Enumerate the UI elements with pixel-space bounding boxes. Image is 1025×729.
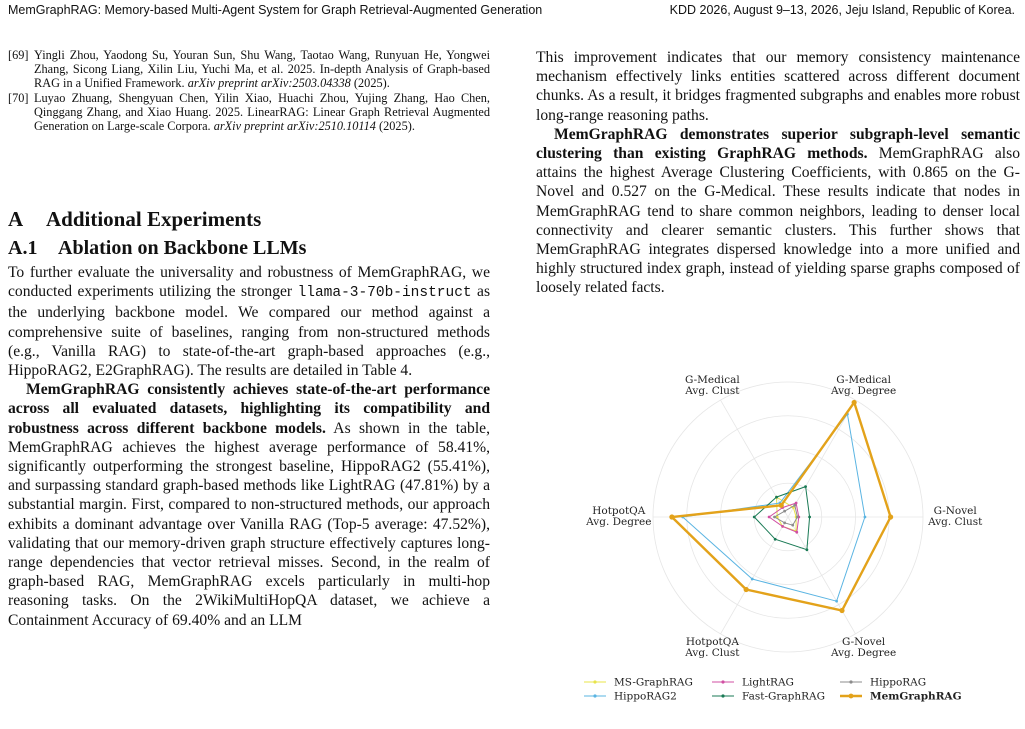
radar-point bbox=[864, 516, 867, 519]
legend-label: HippoRAG2 bbox=[614, 690, 677, 703]
radar-chart bbox=[536, 370, 1020, 710]
radar-point bbox=[835, 600, 838, 603]
radar-axis-label: HotpotQA Avg. Degree bbox=[586, 505, 652, 528]
radar-point bbox=[793, 504, 796, 507]
body-paragraph: To further evaluate the universality and robustness of MemGraphRAG, we conducted experiments utilizing the stronger llama-3-70b-instruct as the underlying backbone model. We compared our method against a comprehensive suite of baselines, ranging from non-structured methods (e.g., Vanilla RAG) to state-of-the-art graph-based approaches (e.g., HippoRAG2, E2GraphRAG). The results are detailed in Table 4. bbox=[8, 264, 491, 380]
reference-number: [70] bbox=[8, 91, 29, 106]
radar-point bbox=[751, 578, 754, 581]
radar-axis-label: G-Novel Avg. Degree bbox=[830, 635, 897, 659]
chart-legend bbox=[584, 677, 962, 703]
body-paragraph: MemGraphRAG demonstrates superior subgraph-level semantic clustering than existing GraphRAG methods. MemGraphRAG also attains the highest Average Clustering Coefficients, with 0.865 on the G-Novel and 0.527 on the G-Medical. These results indicate that nodes in MemGraphRAG tend to share common neighbors, leading to denser local connectivity and clearer semantic clusters. This further shows that MemGraphRAG integrates dispersed knowledge into a more unified and highly structured index graph, instead of yielding sparse graphs composed of loosely related facts. bbox=[536, 125, 1020, 297]
legend-label: LightRAG bbox=[742, 676, 794, 689]
legend-label: Fast-GraphRAG bbox=[742, 690, 826, 703]
header-title: MemGraphRAG: Memory-based Multi-Agent System for Graph Retrieval-Augmented Generation bbox=[8, 3, 543, 17]
legend-marker bbox=[593, 680, 596, 683]
body-paragraph: MemGraphRAG consistently achieves state-of-the-art performance across all evaluated datasets, highlighting its compatibility and robustness across different backbone models. As shown in the table, MemGraphRAG achieves the highest average performance of 58.41%, significantly outperforming the strongest baseline, HippoRAG2 (55.41%), and surpassing standard graph-based methods like LightRAG (47.81%) by a substantial margin. First, compared to non-structured methods, our approach exhibits a dominant advantage over Vanilla RAG (Top-5 average: 47.52%), validating that our memory-driven graph structure effectively captures long-range dependencies that vector retrieval misses. Second, in the realm of graph-based RAG, MemGraphRAG excels particularly in multi-hop reasoning tasks. On the 2WikiMultiHopQA dataset, we achieve a Containment Accuracy of 69.40% and an LLM bbox=[8, 381, 490, 629]
legend-marker bbox=[721, 680, 724, 683]
radar-point bbox=[806, 548, 809, 551]
radar-point bbox=[852, 400, 857, 405]
radar-axis-label: G-Novel Avg. Clust bbox=[928, 505, 983, 528]
radar-point bbox=[779, 503, 784, 508]
radar-point bbox=[669, 514, 674, 519]
left-column bbox=[8, 48, 491, 629]
reference-list bbox=[8, 48, 490, 134]
legend-label: MS-GraphRAG bbox=[614, 676, 693, 689]
section-heading: A Additional Experiments bbox=[8, 207, 262, 231]
reference-text: Luyao Zhuang, Shengyuan Chen, Yilin Xiao, Huachi Zhou, Yujing Zhang, Hao Chen, Qinggang Zhang, and Xiao Huang. 2025. LinearRAG: Linear Graph Retrieval Augmented Generation on Large-scale Corpora. arXiv preprint arXiv:2510.10114 (2025). bbox=[34, 91, 490, 134]
radar-point bbox=[804, 485, 807, 488]
radar-axis-label: G-Medical Avg. Clust bbox=[685, 374, 740, 398]
radar-point bbox=[791, 524, 794, 527]
legend-marker bbox=[849, 694, 854, 699]
radar-point bbox=[744, 587, 749, 592]
radar-point bbox=[768, 516, 771, 519]
radar-figure bbox=[536, 370, 1020, 710]
radar-point bbox=[773, 516, 776, 519]
reference-item bbox=[8, 91, 490, 133]
reference-number: [69] bbox=[8, 48, 29, 62]
radar-point bbox=[796, 516, 799, 519]
radar-point bbox=[795, 502, 798, 505]
radar-point bbox=[781, 525, 784, 528]
reference-venue: arXiv preprint arXiv:2510.10114 bbox=[213, 119, 376, 134]
legend-label: MemGraphRAG bbox=[870, 690, 962, 703]
running-header bbox=[8, 3, 1015, 23]
legend-label: HippoRAG bbox=[870, 676, 927, 689]
subsection-heading: A.1 Ablation on Backbone LLMs bbox=[8, 237, 307, 259]
reference-item bbox=[8, 48, 490, 90]
radar-point bbox=[775, 496, 778, 499]
body-paragraph: This improvement indicates that our memory consistency maintenance mechanism effectively links entities scattered across different document chunks. As a result, it bridges fragmented subgraphs and enables more robust long-range reasoning paths. bbox=[536, 49, 1020, 124]
radar-point bbox=[753, 516, 756, 519]
radar-series-hipporag2 bbox=[683, 414, 865, 601]
radar-point bbox=[808, 516, 811, 519]
radar-spoke bbox=[788, 400, 856, 517]
legend-marker bbox=[721, 694, 724, 697]
header-venue: KDD 2026, August 9–13, 2026, Jeju Island, Republic of Korea. bbox=[669, 3, 1015, 17]
radar-axis-label: HotpotQA Avg. Clust bbox=[685, 635, 740, 659]
radar-point bbox=[888, 514, 893, 519]
reference-text: Yingli Zhou, Yaodong Su, Youran Sun, Shu Wang, Taotao Wang, Runyuan He, Yongwei Zhang, Sicong Liang, Xilin Liu, Yuchi Ma, et al. 2025. In-depth Analysis of Graph-based RAG in a Unified Framework. arXiv preprint arXiv:2503.04338 (2025). bbox=[34, 48, 490, 91]
model-name-code: llama-3-70b-instruct bbox=[297, 285, 472, 302]
right-column bbox=[536, 48, 1020, 298]
legend-marker bbox=[593, 694, 596, 697]
radar-axis-label: G-Medical Avg. Degree bbox=[830, 374, 897, 398]
radar-point bbox=[783, 521, 786, 524]
radar-point bbox=[774, 538, 777, 541]
radar-point bbox=[783, 510, 786, 513]
radar-point bbox=[795, 531, 798, 534]
reference-venue: arXiv preprint arXiv:2503.04338 bbox=[187, 76, 351, 91]
radar-point bbox=[839, 608, 844, 613]
legend-marker bbox=[849, 680, 852, 683]
radar-spoke bbox=[721, 400, 789, 517]
